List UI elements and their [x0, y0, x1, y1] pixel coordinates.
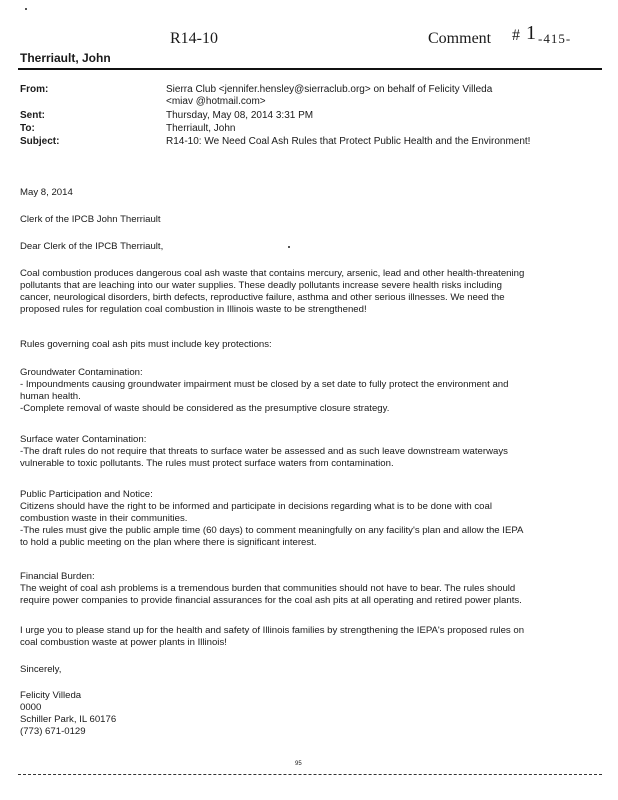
text-line: vulnerable to toxic pollutants. The rules must protect surface waters from contamination.: [20, 458, 394, 469]
sent-label: Sent:: [20, 110, 45, 121]
sender-phone: (773) 671-0129: [20, 726, 86, 737]
text-line: -Complete removal of waste should be considered as the presumptive closure strategy.: [20, 403, 390, 414]
section-heading: Surface water Contamination:: [20, 434, 147, 445]
section-heading: Financial Burden:: [20, 571, 95, 582]
closing-paragraph: [20, 625, 598, 649]
intro-paragraph: [20, 268, 598, 316]
scan-speck: [25, 8, 27, 10]
groundwater-section: [20, 367, 598, 415]
text-line: Citizens should have the right to be informed and participate in decisions regarding what is to be done with coal: [20, 501, 492, 512]
sent-value: Thursday, May 08, 2014 3:31 PM: [166, 110, 314, 121]
text-line: - Impoundments causing groundwater impairment must be closed by a set date to fully protect the environment and: [20, 379, 509, 390]
text-line: coal combustion waste at power plants in Illinois!: [20, 637, 227, 648]
sender-street: 0000: [20, 702, 42, 713]
to-label: To:: [20, 123, 35, 134]
text-line: proposed rules for regulation coal combustion in Illinois waste to be strengthened!: [20, 304, 367, 315]
from-label: From:: [20, 84, 49, 95]
footer-rule: [18, 774, 602, 775]
letter-date: May 8, 2014: [20, 187, 73, 198]
text-line: to hold a public meeting on the plan where there is significant interest.: [20, 537, 317, 548]
comment-number: 1: [526, 22, 536, 44]
letter-addressee: Clerk of the IPCB John Therriault: [20, 214, 161, 225]
page-number: 95: [295, 761, 302, 767]
from-value: Sierra Club <jennifer.hensley@sierraclub.org> on behalf of Felicity Villeda: [166, 84, 493, 95]
text-line: Coal combustion produces dangerous coal ash waste that contains mercury, arsenic, lead and other health-threatening: [20, 268, 525, 279]
sender-name: Felicity Villeda: [20, 690, 82, 701]
text-line: human health.: [20, 391, 81, 402]
from-value-continued: <miav @hotmail.com>: [166, 96, 266, 107]
signoff: Sincerely,: [20, 664, 62, 675]
docket-number: R14-10: [170, 30, 218, 47]
text-line: cancer, neurological disorders, birth defects, reproductive failure, asthma and other serious illnesses. We need the: [20, 292, 505, 303]
public-participation-section: [20, 489, 598, 549]
text-line: -The rules must give the public ample time (60 days) to comment meaningfully on any facility's plan and allow the IEPA: [20, 525, 524, 536]
section-heading: Groundwater Contamination:: [20, 367, 143, 378]
comment-label: Comment: [428, 30, 492, 47]
text-line: require power companies to provide financial assurances for the coal ash pits at all operating and retired power plants.: [20, 595, 522, 606]
section-heading: Public Participation and Notice:: [20, 489, 153, 500]
to-value: Therriault, John: [166, 123, 236, 134]
sender-city: Schiller Park, IL 60176: [20, 714, 117, 725]
letter-salutation: Dear Clerk of the IPCB Therriault,: [20, 241, 164, 252]
text-line: -The draft rules do not require that threats to surface water be assessed and as such leave downstream waterways: [20, 446, 508, 457]
financial-burden-section: [20, 571, 598, 607]
rules-intro: Rules governing coal ash pits must include key protections:: [20, 339, 272, 350]
text-line: pollutants that are leaching into our water supplies. These deadly pollutants increase severe health risks including: [20, 280, 502, 291]
hash-symbol: #: [512, 27, 520, 44]
signature-block: [20, 690, 598, 738]
subject-label: Subject:: [20, 136, 60, 147]
comment-suffix: -415-: [538, 31, 572, 46]
text-line: The weight of coal ash problems is a tremendous burden that communities should not have to bear. The rules should: [20, 583, 516, 594]
header-rule: [18, 68, 602, 70]
text-line: I urge you to please stand up for the health and safety of Illinois families by strengthening the IEPA's proposed rules on: [20, 625, 525, 636]
text-line: combustion waste in their communities.: [20, 513, 188, 524]
subject-value: R14-10: We Need Coal Ash Rules that Protect Public Health and the Environment!: [166, 136, 531, 147]
surface-water-section: [20, 434, 598, 470]
mailbox-owner: Therriault, John: [20, 51, 111, 65]
